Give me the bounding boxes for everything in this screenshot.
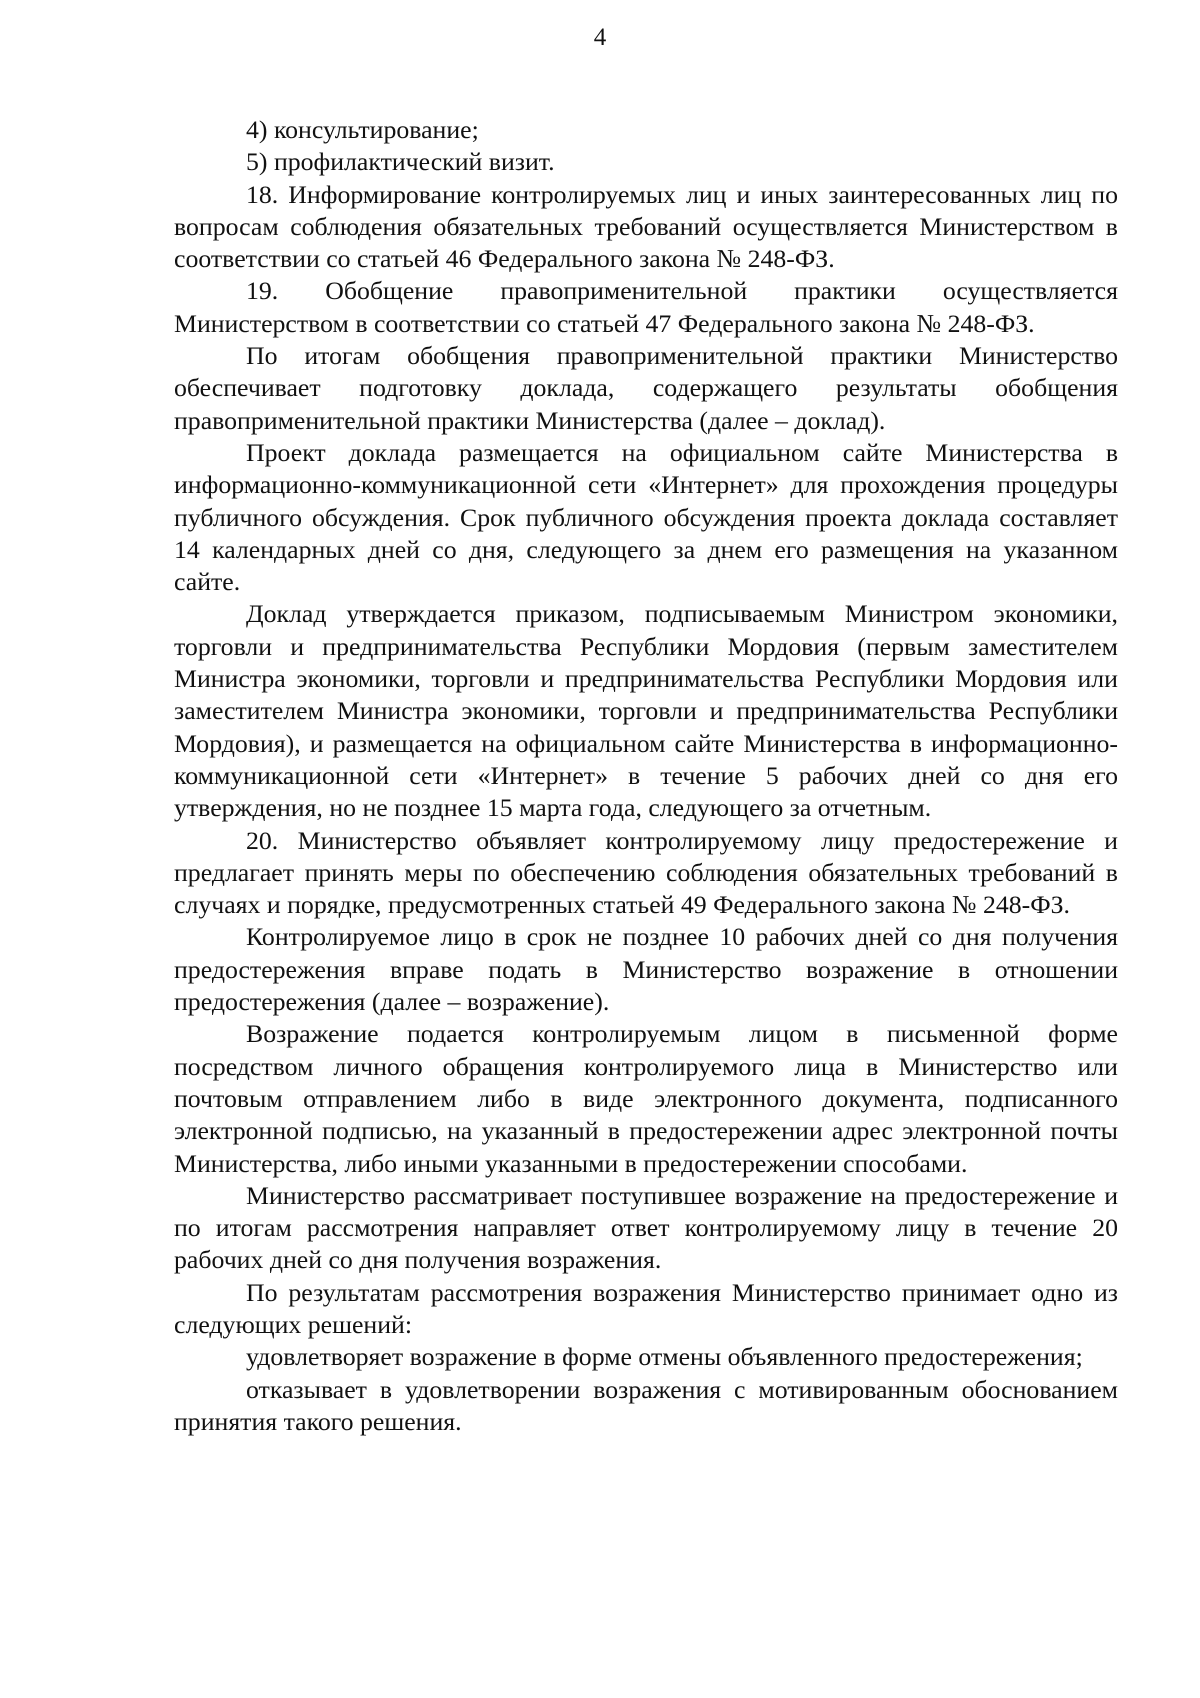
paragraph-objection-submission: Возражение подается контролируемым лицом в письменной форме посредством личного обращения контролируемого лица в Министерство или почтовым отправлением либо в виде электронного документа, подписанного электронной подписью, на указанный в предостережении адрес электронной почты Министерства, либо иными указанными в предостережении способами. [174,1019,1118,1178]
paragraph-18-informing: 18. Информирование контролируемых лиц и иных заинтересованных лиц по вопросам соблюдения обязательных требований осуществляется Министерством в соответствии со статьей 46 Федерального закона № 248-ФЗ. [174,179,1118,274]
paragraph-decision-refuse: отказывает в удовлетворении возражения с мотивированным обоснованием принятия такого решения. [174,1374,1118,1436]
paragraph-20-warning: 20. Министерство объявляет контролируемому лицу предостережение и предлагает принять меры по обеспечению соблюдения обязательных требований в случаях и порядке, предусмотренных статьей 49 Федерального закона № 248-ФЗ. [174,825,1118,920]
paragraph-report-draft: Проект доклада размещается на официальном сайте Министерства в информационно-коммуникационной сети «Интернет» для прохождения процедуры публичного обсуждения. Срок публичного обсуждения проекта доклада составляет 14 календарных дней со дня, следующего за днем его размещения на указанном сайте. [174,437,1118,597]
paragraph-report-approval: Доклад утверждается приказом, подписываемым Министром экономики, торговли и предпринимательства Республики Мордовия (первым заместителем Министра экономики, торговли и предпринимательства Республики Мордовия или заместителем Министра экономики, торговли и предпринимательства Республики Мордовия), и размещается на официальном сайте Министерства в информационно-коммуникационной сети «Интернет» в течение 5 рабочих дней со дня его утверждения, но не позднее 15 марта года, следующего за отчетным. [174,599,1118,823]
paragraph-objection-review: Министерство рассматривает поступившее возражение на предостережение и по итогам рассмотрения направляет ответ контролируемому лицу в течение 20 рабочих дней со дня получения возражения. [174,1180,1118,1275]
paragraph-preventive-visit: 5) профилактический визит. [246,147,555,177]
document-body [174,114,1118,1438]
page-number: 4 [593,24,607,51]
paragraph-report-preparation: По итогам обобщения правоприменительной практики Министерство обеспечивает подготовку доклада, содержащего результаты обобщения правоприменительной практики Министерства (далее – доклад). [174,341,1118,435]
paragraph-consulting: 4) консультирование; [246,115,479,144]
paragraph-decision-satisfy: удовлетворяет возражение в форме отмены объявленного предостережения; [246,1342,1083,1372]
paragraph-objection-deadline: Контролируемое лицо в срок не позднее 10 рабочих дней со дня получения предостережения вправе подать в Министерство возражение в отношении предостережения (далее – возражение). [174,922,1118,1017]
paragraph-19-generalization: 19. Обобщение правоприменительной практики осуществляется Министерством в соответствии со статьей 47 Федерального закона № 248-ФЗ. [174,276,1118,338]
paragraph-review-results: По результатам рассмотрения возражения Министерство принимает одно из следующих решений: [174,1277,1118,1339]
